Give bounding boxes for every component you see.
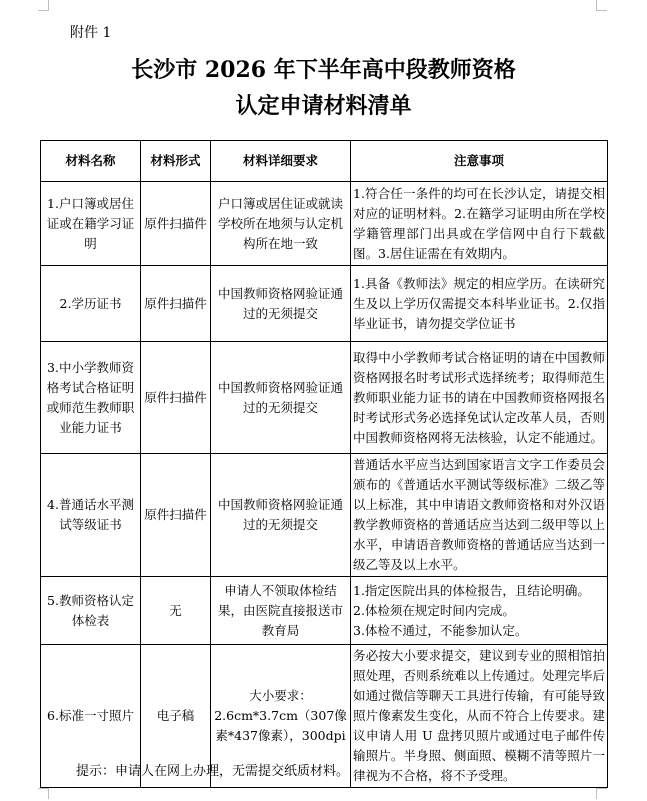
materials-table bbox=[40, 140, 608, 788]
cell-notes: 1.符合任一条件的均可在长沙认定，请提交相对应的证明材料。2.在籍学习证明由所在学校学籍管理部门出具或在学信网中自行下载截图。3.居住证需在有效期内。 bbox=[351, 182, 608, 266]
footnote-tip: 提示：申请人在网上办理，无需提交纸质材料。 bbox=[76, 764, 350, 779]
header-material-requirement: 材料详细要求 bbox=[211, 141, 351, 182]
cell-material-form: 无 bbox=[141, 577, 211, 645]
title-line-2: 认定申请材料清单 bbox=[235, 93, 412, 119]
table-row bbox=[41, 454, 608, 577]
cell-material-name: 6.标准一寸照片 bbox=[41, 645, 141, 788]
table-row bbox=[41, 266, 608, 342]
note-line: 1.指定医院出具的体检报告，且结论明确。 bbox=[353, 582, 590, 598]
cell-notes: 取得中小学教师考试合格证明的请在中国教师资格网报名时考试形式选择统考；取得师范生教师职业能力证书的请在中国教师资格网报名时考试形式务必选择免试认定改革人员，否则中国教师资格网将无法核验，认定不能通过。 bbox=[351, 342, 608, 454]
note-line: 2.体检须在规定时间内完成。 bbox=[353, 602, 515, 618]
cell-material-form: 原件扫描件 bbox=[141, 266, 211, 342]
document-title bbox=[40, 52, 607, 124]
page-corner-mark bbox=[596, 0, 607, 11]
cell-notes bbox=[351, 577, 608, 645]
table-row bbox=[41, 577, 608, 645]
page-corner-mark bbox=[38, 0, 49, 11]
cell-material-name: 5.教师资格认定体检表 bbox=[41, 577, 141, 645]
cell-requirement: 申请人不领取体检结果，由医院直接报送市教育局 bbox=[211, 577, 351, 645]
cell-material-form: 原件扫描件 bbox=[141, 182, 211, 266]
cell-material-name: 2.学历证书 bbox=[41, 266, 141, 342]
cell-material-form: 电子稿 bbox=[141, 645, 211, 788]
page-corner-mark bbox=[38, 788, 49, 799]
header-material-name: 材料名称 bbox=[41, 141, 141, 182]
table-row bbox=[41, 182, 608, 266]
cell-material-form: 原件扫描件 bbox=[141, 342, 211, 454]
page-corner-mark bbox=[596, 788, 607, 799]
cell-notes: 务必按大小要求提交，建议到专业的照相馆拍照处理，否则系统难以上传通过。处理完毕后如通过微信等聊天工具进行传输，有可能导致照片像素发生变化，从而不符合上传要求。建议申请人用 U 盘拷贝照片或通过电子邮件传输照片。半身照、侧面照、模糊不清等照片一律视为不合格，将不予受理。 bbox=[351, 645, 608, 788]
title-line-1: 长沙市 2026 年下半年高中段教师资格 bbox=[131, 57, 516, 83]
cell-material-name: 3.中小学教师资格考试合格证明或师范生教师职业能力证书 bbox=[41, 342, 141, 454]
cell-material-name: 4.普通话水平测试等级证书 bbox=[41, 454, 141, 577]
cell-requirement: 中国教师资格网验证通过的无须提交 bbox=[211, 454, 351, 577]
cell-requirement: 户口簿或居住证或就读学校所在地须与认定机构所在地一致 bbox=[211, 182, 351, 266]
cell-notes: 普通话水平应当达到国家语言文字工作委员会颁布的《普通话水平测试等级标准》二级乙等以上标准，其中申请语文教师资格和对外汉语教学教师资格的普通话应当达到二级甲等以上水平，申请语音教师资格的普通话应当达到一级乙等及以上水平。 bbox=[351, 454, 608, 577]
cell-notes: 1.具备《教师法》规定的相应学历。在读研究生及以上学历仅需提交本科毕业证书。2.仅指毕业证书，请勿提交学位证书 bbox=[351, 266, 608, 342]
attachment-label: 附件 1 bbox=[70, 25, 112, 41]
cell-requirement: 中国教师资格网验证通过的无须提交 bbox=[211, 266, 351, 342]
cell-requirement: 中国教师资格网验证通过的无须提交 bbox=[211, 342, 351, 454]
table-header-row bbox=[41, 141, 608, 182]
note-line: 3.体检不通过，不能参加认定。 bbox=[353, 622, 528, 638]
cell-requirement: 大小要求：2.6cm*3.7cm（307像素*437像素），300dpi bbox=[211, 645, 351, 788]
header-material-form: 材料形式 bbox=[141, 141, 211, 182]
header-notes: 注意事项 bbox=[351, 141, 608, 182]
cell-material-name: 1.户口簿或居住证或在籍学习证明 bbox=[41, 182, 141, 266]
table-row bbox=[41, 342, 608, 454]
cell-material-form: 原件扫描件 bbox=[141, 454, 211, 577]
